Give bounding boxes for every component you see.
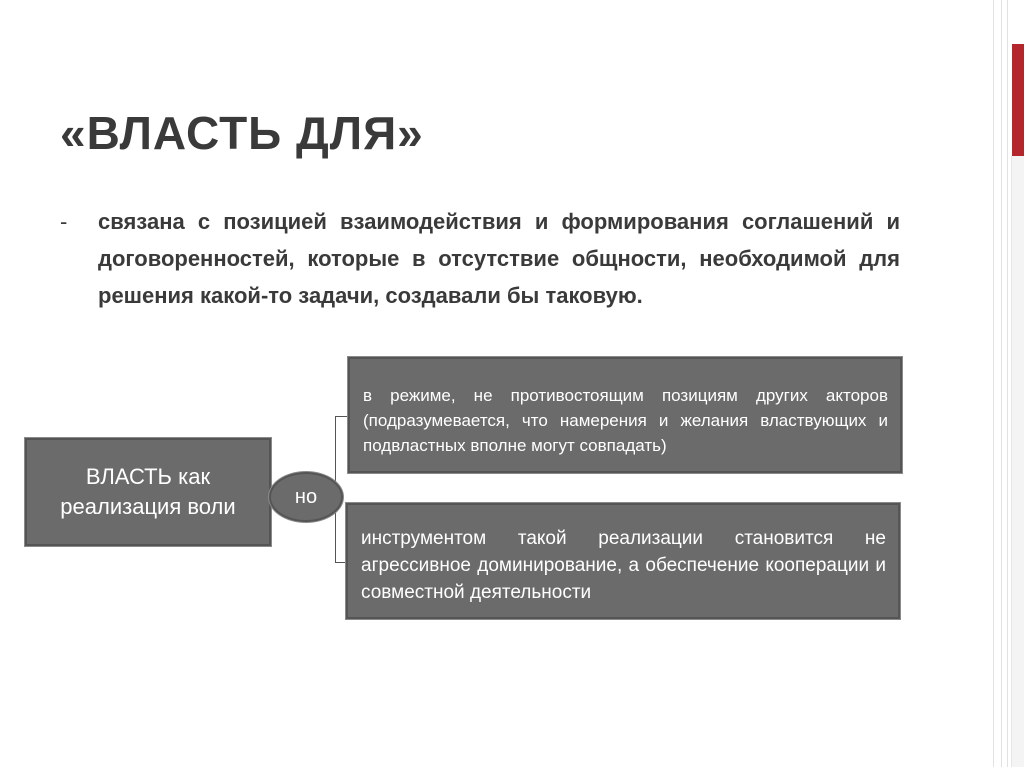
bullet-text: связана с позицией взаимодействия и формирования соглашений и договоренностей, которые в отсутствие общности, необходимой для решения какой-то задачи, создавали бы таковую. [98, 209, 900, 308]
mode-description-text: в режиме, не противостоящим позициям других акторов (подразумевается, что намерения и желания властвующих и подвластных вполне могут совпадать) [363, 386, 888, 455]
but-connector-oval [269, 472, 343, 522]
power-as-will-box [25, 438, 271, 546]
side-bar [1011, 156, 1024, 767]
bullet-marker: - [60, 209, 68, 234]
page-edge-line [1007, 0, 1008, 767]
bullet-item [60, 203, 900, 314]
slide-title: «ВЛАСТЬ ДЛЯ» [60, 107, 424, 159]
but-connector-label: но [294, 485, 318, 508]
page-edge-line [1001, 0, 1002, 767]
instrument-description-box [346, 503, 900, 619]
page-edge-decoration [984, 0, 1024, 767]
power-as-will-label: ВЛАСТЬ как реализация воли [60, 464, 236, 519]
mode-description-box [348, 357, 902, 473]
page-edge-line [993, 0, 994, 767]
instrument-description-text: инструментом такой реализации становится не агрессивное доминирование, а обеспечение кооперации и совместной деятельности [361, 528, 886, 603]
accent-bar [1012, 44, 1024, 156]
